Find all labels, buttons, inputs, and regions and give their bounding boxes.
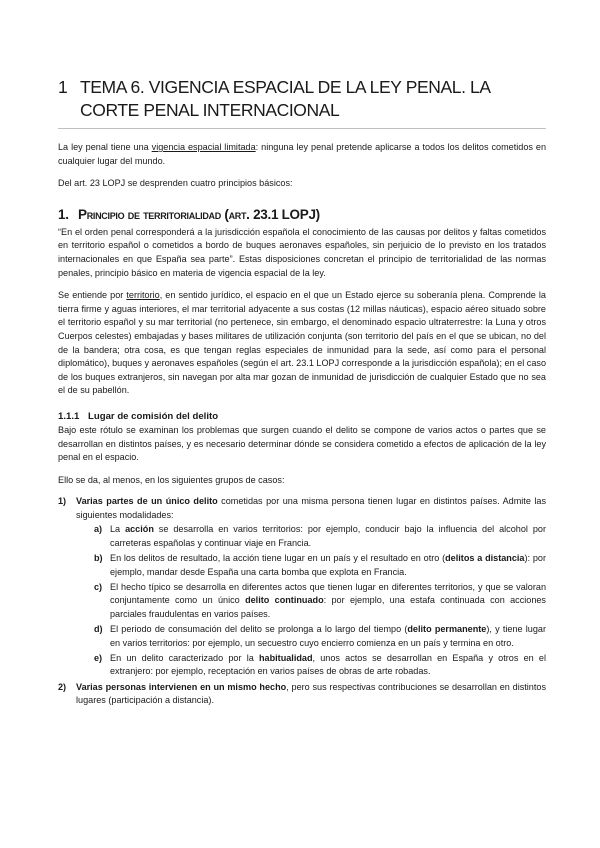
- chapter-number: 1: [58, 77, 68, 97]
- territory-text-end: , en sentido jurídico, el espacio en el que un Estado ejerce su soberanía plena. Comprende la tierra firme y aguas interiores, el mar territorial adyacente a sus costas (12 millas náuticas), espacio aéreo situado sobre el territorio español y su mar territorial (no pertenece, sin embargo, el denominado espacio ultraterrestre: la Luna y otros Cuerpos celestes) embajadas y bases militares de utilización conjunta (son territorio del país en el que se ubican, no del de la bandera; otra cosa, es que tengan reglas especiales de inmunidad para la sede, así como para el personal diplomático), buques y aeronaves españoles (según el art. 23.1 LOPJ corresponde a la jurisdicción española); en el caso de los buques extranjeros, sin navegan por alta mar gozan de inmunidad de jurisdicción de cualquier Estado que no sea el de su pabellón.: [58, 290, 546, 396]
- case-bold: Varias personas intervienen en un mismo hecho: [76, 681, 287, 692]
- subsection-heading: [58, 410, 546, 423]
- section-heading: [58, 207, 546, 223]
- list-marker: 1): [58, 496, 67, 507]
- subsection-paragraph: Bajo este rótulo se examinan los problemas que surgen cuando el delito se compone de varios actos o partes que se desarrollan en distintos países, y es necesario determinar dónde se considera cometido a efectos de aplicación de la ley penal en el espacio.: [58, 424, 546, 463]
- case-bold: Varias partes de un único delito: [76, 496, 218, 507]
- subsection-number: 1.1.1: [58, 410, 80, 422]
- modality-text-end: ): por ejemplo, mandar desde España una carta bomba que explota en Francia.: [110, 553, 546, 577]
- principles-intro: Del art. 23 LOPJ se desprenden cuatro principios básicos:: [58, 178, 293, 189]
- territory-term: territorio: [126, 290, 160, 301]
- modality-bold: delito continuado: [245, 595, 324, 606]
- intro-text-end: : ninguna ley penal pretende aplicarse a todos los delitos cometidos en cualquier lugar del mundo.: [58, 142, 547, 166]
- modality-text: El periodo de consumación del delito se prolonga a lo largo del tiempo (: [110, 624, 408, 635]
- chapter-title: TEMA 6. VIGENCIA ESPACIAL DE LA LEY PENAL. LA CORTE PENAL INTERNACIONAL: [80, 77, 490, 120]
- modalities-list: [94, 523, 546, 679]
- list-item: [94, 523, 546, 550]
- list-marker: d): [94, 624, 103, 635]
- modality-bold: delitos a distancia: [445, 553, 525, 564]
- list-marker: 2): [58, 681, 67, 692]
- case-text: cometidas por una misma persona tienen lugar en distintos países. Admite las siguientes modalidades:: [76, 496, 546, 520]
- modality-text-end: , unos actos se desarrollan en España y otros en el extranjero: por ejemplo, receptación en varios países de obras de arte robadas.: [110, 652, 546, 677]
- list-item: [58, 495, 546, 680]
- subsection-title: Lugar de comisión del delito: [88, 410, 219, 422]
- modality-text: El hecho típico se desarrolla en diferentes actos que tienen lugar en diferentes territorios, y que se valoran conjuntamente como un único: [110, 581, 546, 606]
- modality-bold: habitualidad: [258, 652, 313, 663]
- list-marker: c): [94, 581, 103, 592]
- list-item: [94, 623, 546, 650]
- document-page: [58, 76, 546, 708]
- modality-bold: delito permanente: [407, 624, 487, 635]
- list-item: [94, 552, 546, 579]
- list-marker: a): [94, 524, 103, 535]
- cases-list: [58, 495, 546, 707]
- case-text: , pero sus respectivas contribuciones se desarrollan en distintos lugares (participación a distancia).: [76, 681, 546, 706]
- list-item: [94, 652, 546, 679]
- modality-text-end: se desarrolla en varios territorios: por ejemplo, conducir bajo la influencia del alcohol por carreteras españolas y continuar viaje en Francia.: [110, 524, 546, 549]
- modality-text-end: ), y tiene lugar en varios territorios: por ejemplo, un secuestro cuyo encierro comienza en un país y termina en otro.: [110, 624, 547, 648]
- intro-text: La ley penal tiene una: [58, 142, 152, 152]
- cases-intro: Ello se da, al menos, en los siguientes grupos de casos:: [58, 474, 285, 485]
- list-marker: b): [94, 553, 103, 564]
- intro-underlined-term: vigencia espacial limitada: [151, 142, 256, 152]
- territory-text: Se entiende por: [58, 290, 127, 301]
- list-item: [58, 681, 546, 708]
- chapter-heading: [58, 76, 546, 129]
- list-item: [94, 581, 546, 622]
- modality-text: En los delitos de resultado, la acción tiene lugar en un país y el resultado en otro (: [110, 553, 446, 564]
- modality-text-end: : por ejemplo, una estafa continuada con acciones parciales fraudulentas en varios países.: [110, 595, 546, 620]
- modality-text: En un delito caracterizado por la: [110, 652, 259, 663]
- modality-text: La: [110, 524, 126, 535]
- territory-paragraph: [58, 289, 546, 398]
- intro-paragraph: [58, 141, 546, 168]
- list-marker: e): [94, 652, 103, 663]
- section-title: Principio de territorialidad (art. 23.1 LOPJ): [78, 206, 320, 222]
- section-number: 1.: [58, 206, 69, 222]
- article-quote: “En el orden penal corresponderá a la jurisdicción española el conocimiento de las causas por delitos y faltas cometidos en territorio español o cometidos a bordo de buques aeronaves españoles, sin perjuicio de lo previsto en los tratados internacionales en que España sea parte”. Estas disposiciones concretan el principio de territorialidad de las normas penales, principio básico en materia de vigencia espacial de la ley.: [58, 226, 546, 278]
- modality-bold: acción: [125, 524, 154, 535]
